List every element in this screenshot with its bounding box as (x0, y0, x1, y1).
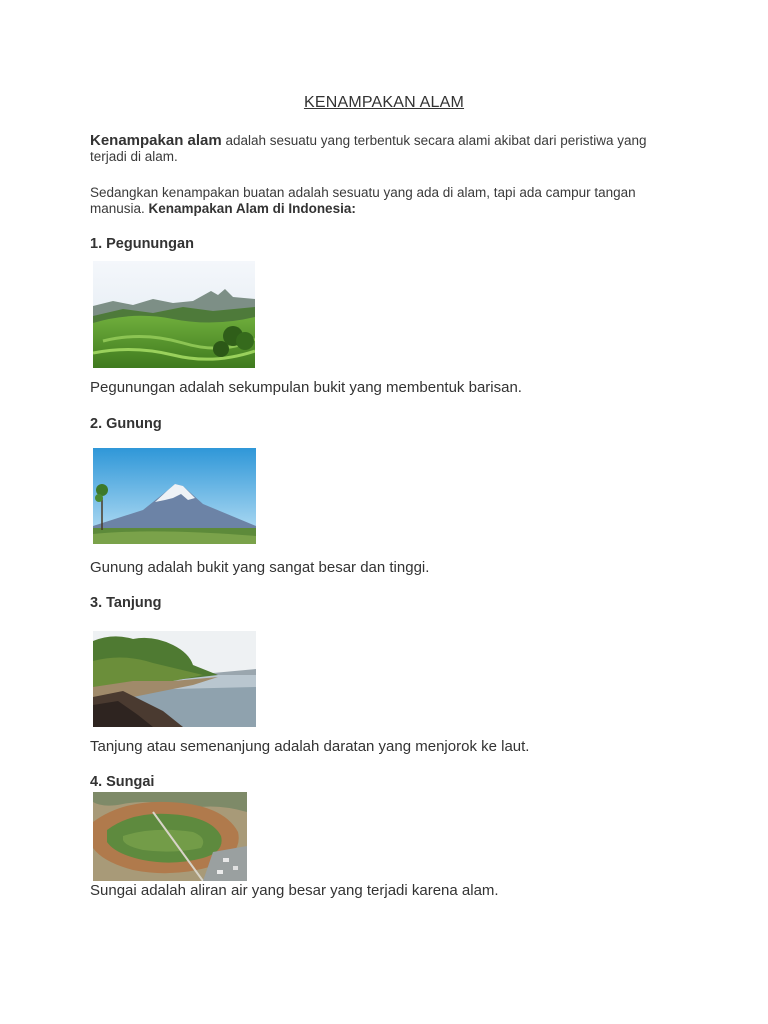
volcano-photo (93, 448, 256, 544)
cape-photo (93, 631, 256, 727)
section-caption-sungai: Sungai adalah aliran air yang besar yang terjadi karena alam. (90, 882, 499, 899)
intro-term: Kenampakan alam (90, 132, 222, 149)
section-caption-tanjung: Tanjung atau semenanjung adalah daratan yang menjorok ke laut. (90, 738, 530, 755)
section-caption-pegunungan: Pegunungan adalah sekumpulan bukit yang membentuk barisan. (90, 379, 522, 396)
section-caption-gunung: Gunung adalah bukit yang sangat besar dan tinggi. (90, 559, 430, 576)
intro-paragraph (90, 133, 680, 165)
section-heading-pegunungan: 1. Pegunungan (90, 236, 194, 252)
second-paragraph (90, 185, 680, 217)
second-paragraph-bold: Kenampakan Alam di Indonesia: (148, 201, 356, 216)
mountain-range-photo (93, 261, 255, 368)
section-heading-tanjung: 3. Tanjung (90, 595, 162, 611)
river-photo (93, 792, 247, 881)
page-title: KENAMPAKAN ALAM (303, 94, 465, 111)
section-heading-gunung: 2. Gunung (90, 416, 162, 432)
intro-definition: adalah sesuatu yang terbentuk secara alami akibat dari peristiwa yang terjadi di alam. (90, 133, 647, 164)
second-paragraph-text: Sedangkan kenampakan buatan adalah sesuatu yang ada di alam, tapi ada campur tangan manusia. (90, 185, 636, 216)
section-heading-sungai: 4. Sungai (90, 774, 155, 790)
